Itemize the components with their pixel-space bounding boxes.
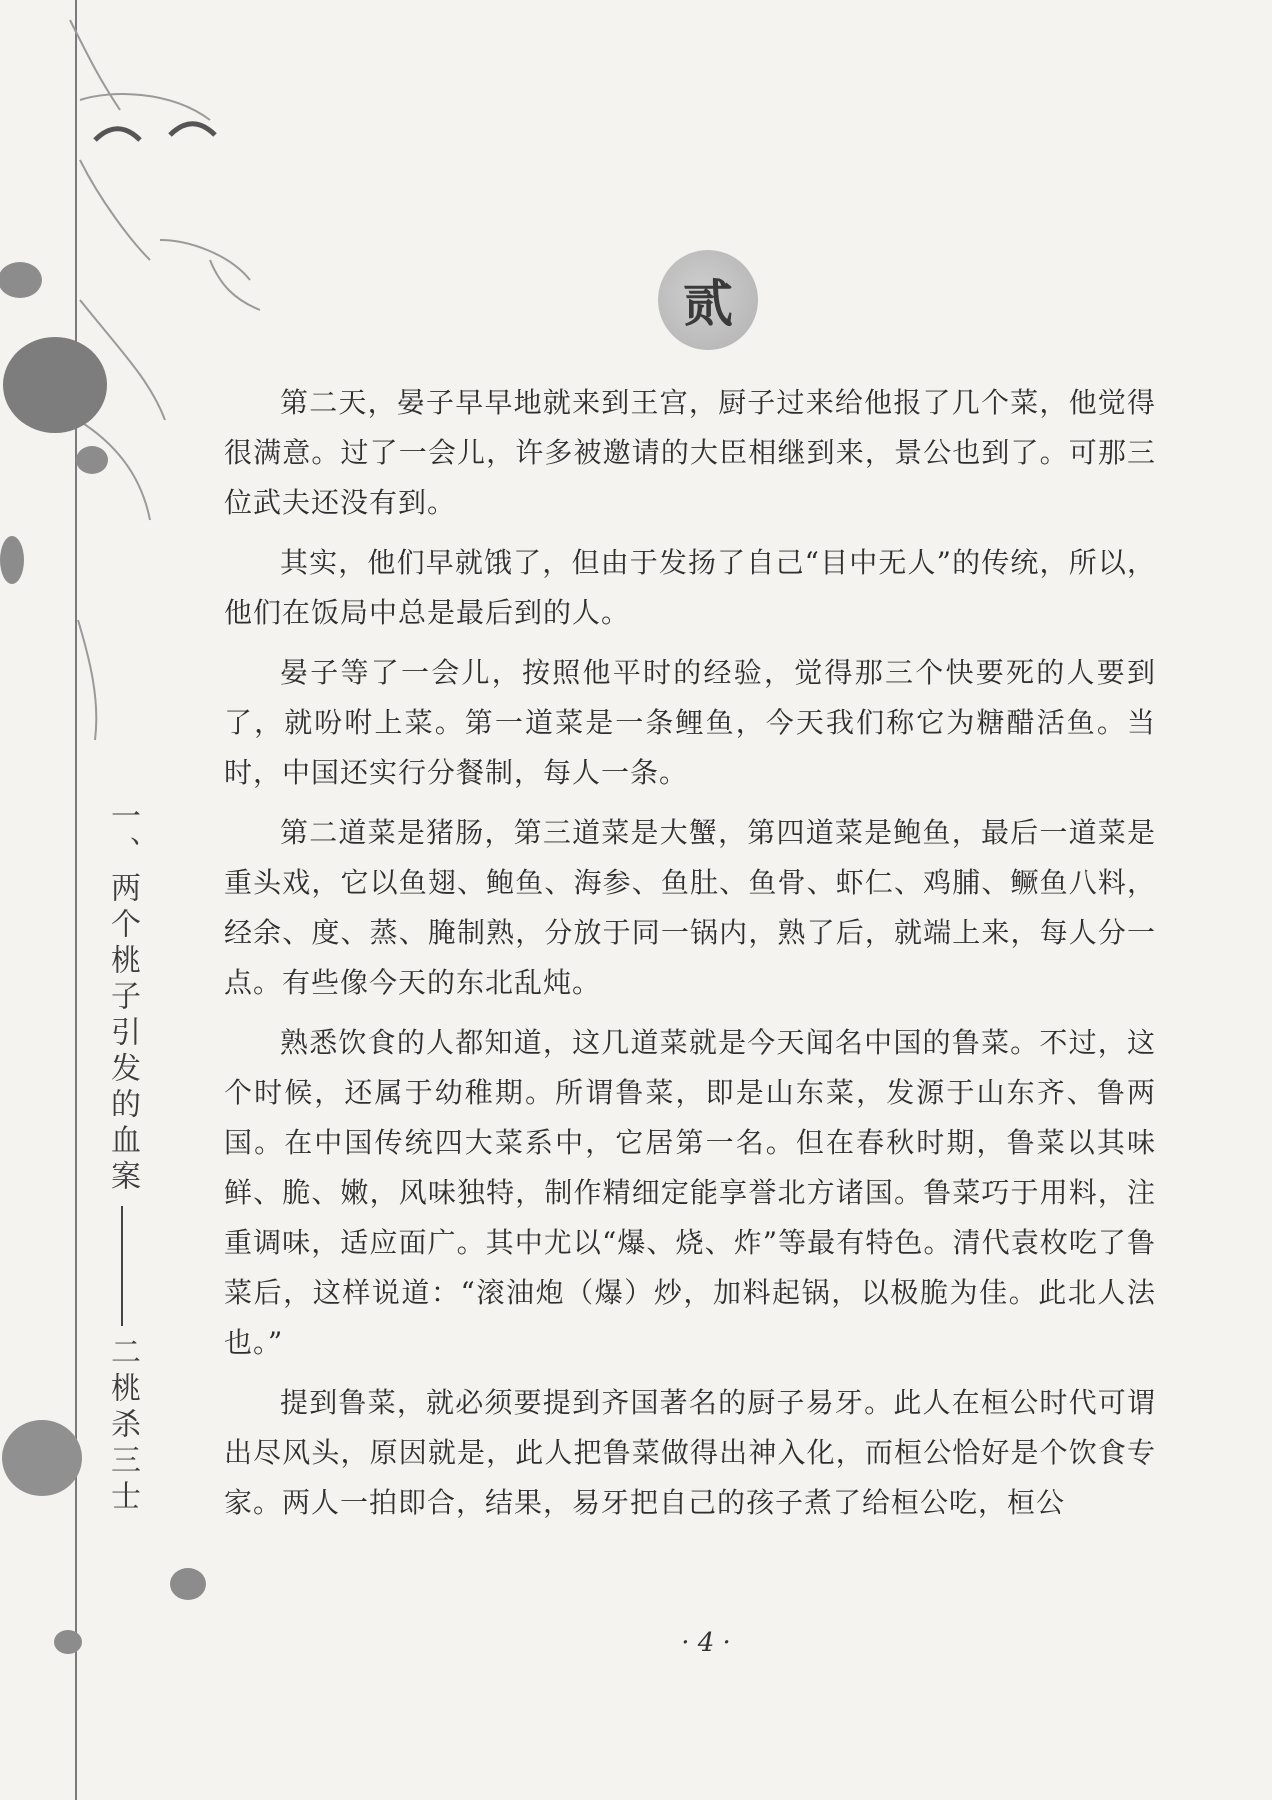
running-head-section: 二桃杀三士 <box>105 1336 140 1516</box>
paragraph: 第二道菜是猪肠，第三道菜是大蟹，第四道菜是鲍鱼，最后一道菜是重头戏，它以鱼翅、鲍鱼、海参、鱼肚、鱼骨、虾仁、鸡脯、鳜鱼八料，经余、度、蒸、腌制熟，分放于同一锅内，熟了后，就端上来，每人分一点。有些像今天的东北乱炖。 <box>224 816 1156 999</box>
paragraph: 熟悉饮食的人都知道，这几道菜就是今天闻名中国的鲁菜。不过，这个时候，还属于幼稚期。所谓鲁菜，即是山东菜，发源于山东齐、鲁两国。在中国传统四大菜系中，它居第一名。但在春秋时期，鲁菜以其味鲜、脆、嫩，风味独特，制作精细定能享誉北方诸国。鲁菜巧于用料，注重调味，适应面广。其中尤以“爆、烧、炸”等最有特色。清代袁枚吃了鲁菜后，这样说道：“滚油炮（爆）炒，加料起锅，以极脆为佳。此北人法也。” <box>224 1026 1156 1359</box>
paragraph: 其实，他们早就饿了，但由于发扬了自己“目中无人”的传统，所以，他们在饭局中总是最后到的人。 <box>224 546 1156 629</box>
paragraph: 提到鲁菜，就必须要提到齐国著名的厨子易牙。此人在桓公时代可谓出尽风头，原因就是，此人把鲁菜做得出神入化，而桓公恰好是个饮食专家。两人一拍即合，结果，易牙把自己的孩子煮了给桓公吃，桓公 <box>224 1386 1156 1519</box>
paragraph: 第二天，晏子早早地就来到王宫，厨子过来给他报了几个菜，他觉得很满意。过了一会儿，许多被邀请的大臣相继到来，景公也到了。可那三位武夫还没有到。 <box>224 386 1156 519</box>
page-number: · 4 · <box>681 1628 731 1658</box>
chapter-marker <box>658 250 758 350</box>
running-head <box>102 800 142 1516</box>
body-text <box>224 378 1156 1538</box>
running-head-dash <box>121 1206 123 1326</box>
running-head-chapter: 一、两个桃子引发的血案 <box>105 800 140 1196</box>
chapter-number: 贰 <box>683 274 733 333</box>
paragraph: 晏子等了一会儿，按照他平时的经验，觉得那三个快要死的人要到了，就吩咐上菜。第一道菜是一条鲤鱼，今天我们称它为糖醋活鱼。当时，中国还实行分餐制，每人一条。 <box>224 656 1156 789</box>
